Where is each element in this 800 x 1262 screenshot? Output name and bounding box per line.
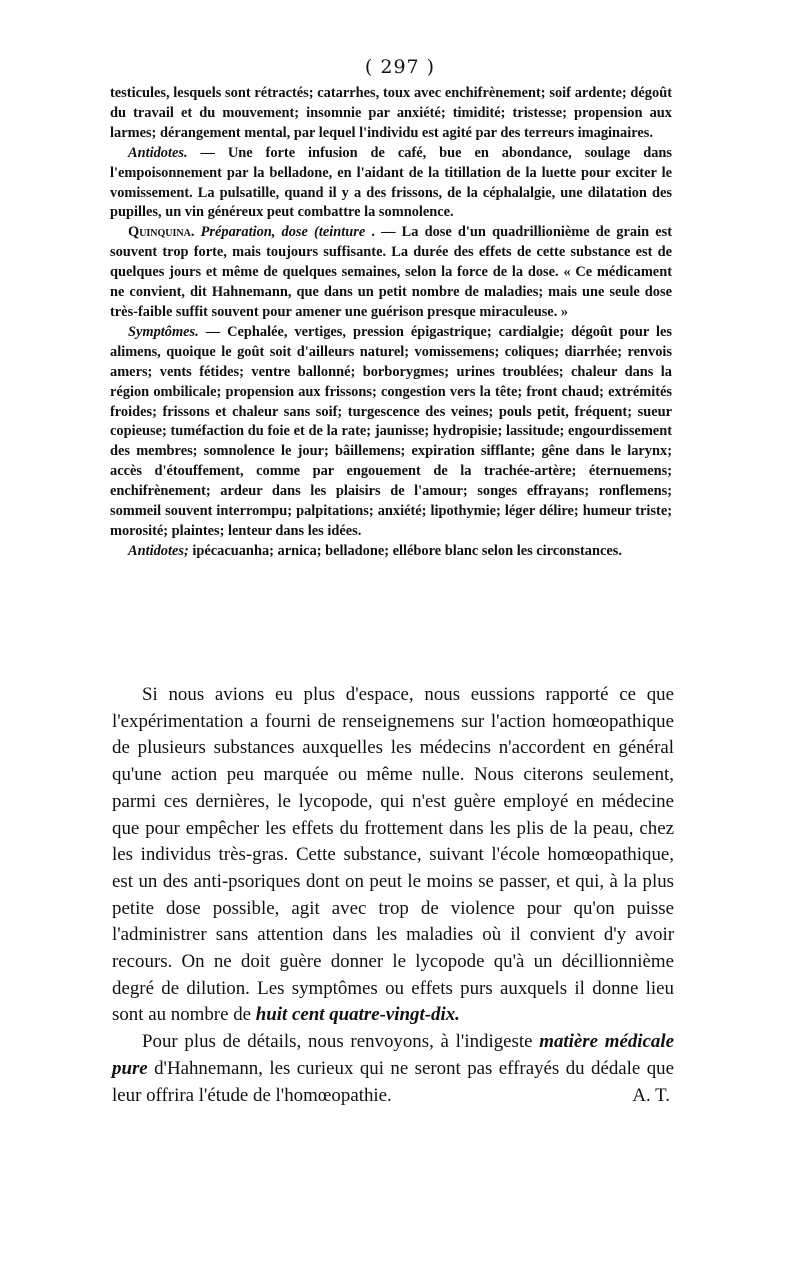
- closing-paragraph: [112, 1029, 674, 1109]
- main-text-section: [112, 682, 674, 1109]
- symptom-count: huit cent quatre-vingt-dix.: [255, 1004, 460, 1026]
- antidotes-text: — Une forte infusion de café, bue en abondance, soulage dans l'empoisonnement par la belladone, en l'aidant de la titillation de la luette pour exciter le vomissement. La pulsatille, quand il y a des frissons, de la céphalalgie, une dilatation des pupilles, un vin généreux peut combattre la somnolence.: [110, 144, 672, 221]
- antidotes-heading: Antidotes.: [128, 144, 188, 161]
- book-title: matière médicale pure: [112, 1031, 675, 1079]
- symptomes-text: — Cephalée, vertiges, pression épigastrique; cardialgie; dégoût pour les alimens, quoique le goût soit d'ailleurs naturel; vomissemens; coliques; diarrhée; renvois amers; vents fétides; ventre ballonné; borborygmes; urines troublées; chaleur dans la région ombilicale; propension aux frissons; congestion vers la tête; front chaud; extrémités froides; frissons et chaleur sans soif; turgescence des veines; pouls petit, fréquent; sueur copieuse; tuméfaction du foie et de la rate; jaunisse; hydropisie; lassitude; engourdissement des membres; somnolence le jour; bâillemens; expiration sifflante; gêne dans le larynx; accès d'étouffement, comme par engouement de la trachée-artère; éternuemens; enchifrènement; ardeur dans les plaisirs de l'amour; songes effrayans; ronflemens; sommeil souvent interrompu; palpitations; anxiété; lipothymie; léger délire; humeur triste; morosité; plaintes; lenteur dans les idées.: [110, 323, 672, 539]
- intro-text: testicules, lesquels sont rétractés; catarrhes, toux avec enchifrènement; soif ardente; dégoût du travail et du mouvement; insomnie par anxiété; timidité; tristesse; propension aux larmes; dérangement mental, par lequel l'individu est agité par des terreurs imaginaires.: [110, 85, 672, 141]
- lycopode-text: Si nous avions eu plus d'espace, nous eussions rapporté ce que l'expérimentation a fourni de renseignemens sur l'action homœopathique de plusieurs substances auxquelles les médecins n'accordent en général qu'une action peu marquée ou même nulle. Nous citerons seulement, parmi ces dernières, le lycopode, qui n'est guère employé en médecine que pour empêcher les effets du frottement dans les plis de la peau, chez les individus très-gras. Cette substance, suivant l'école homœopathique, est un des anti-psoriques dont on peut le moins se passer, et qui, à la plus petite dose possible, agit avec trop de violence pour qu'on puisse l'administrer sans attention dans les maladies où il convient d'y avoir recours. On ne doit guère donner le lycopode qu'à un décillionnième degré de dilution. Les symptômes ou effets purs auxquels il donne lieu sont au nombre de: [112, 684, 674, 1026]
- quinquina-preparation: Préparation, dose (teinture: [200, 224, 366, 241]
- symptomes-paragraph: [110, 323, 672, 542]
- closing-text-end: d'Hahnemann, les curieux qui ne seront pas effrayés du dédale que leur offrira l'étude de l'homœopathie.: [112, 1057, 674, 1106]
- antidotes-2-text: ipécacuanha; arnica; belladone; ellébore blanc selon les circonstances.: [188, 542, 622, 559]
- closing-text-start: Pour plus de détails, nous renvoyons, à l'indigeste: [142, 1031, 540, 1053]
- antidotes-2-heading: Antidotes;: [128, 542, 189, 559]
- intro-paragraph: [110, 84, 672, 144]
- small-print-section: [110, 84, 672, 562]
- symptomes-heading: Symptômes.: [128, 323, 199, 340]
- author-signature: A. T.: [632, 1084, 670, 1106]
- antidotes-2-paragraph: [110, 542, 672, 562]
- quinquina-text: . — La dose d'un quadrillionième de grain est souvent trop forte, mais toujours suffisante. La durée des effets de cette substance est de quelques jours et même de quelques semaines, selon la force de la dose. « Ce médicament ne convient, dit Hahnemann, que dans un petit nombre de maladies; mais une seule dose très-faible suffit souvent pour amener une guérison presque miraculeuse. »: [110, 224, 672, 320]
- antidotes-paragraph: [110, 144, 672, 224]
- page-number: ( 297 ): [364, 56, 436, 78]
- quinquina-heading: Quinquina.: [128, 224, 195, 241]
- lycopode-paragraph: [112, 682, 674, 1029]
- quinquina-paragraph: [110, 223, 672, 323]
